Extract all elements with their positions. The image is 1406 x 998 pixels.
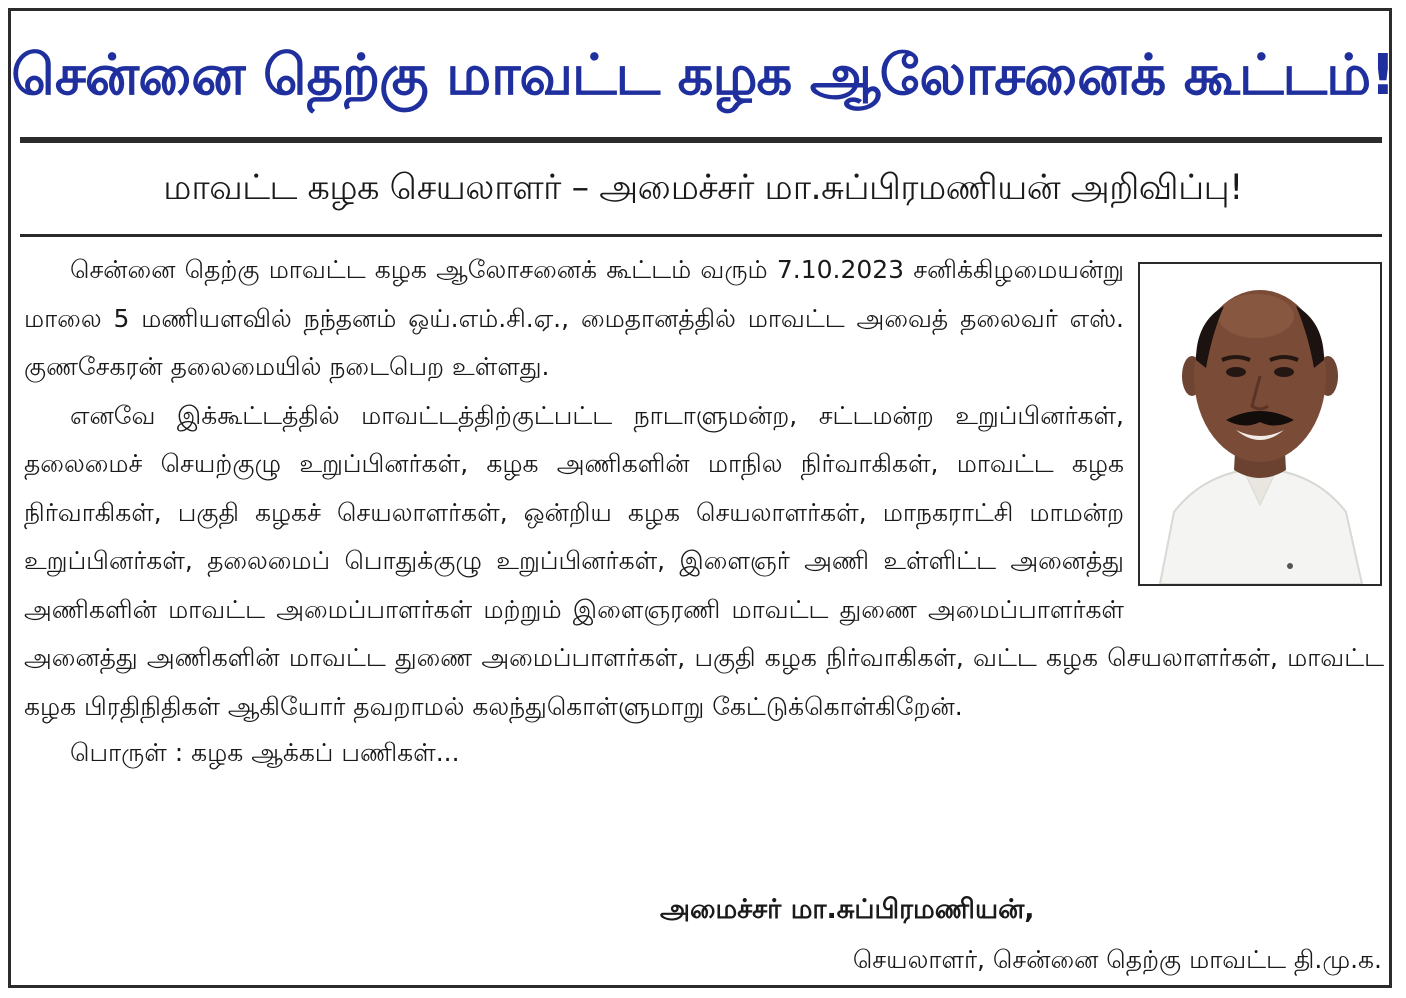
subheadline: மாவட்ட கழக செயலாளர் – அமைச்சர் மா.சுப்பிரமணியன் அறிவிப்பு!: [163, 168, 1243, 208]
subheadline-divider: [20, 234, 1382, 237]
signature-name: அமைச்சர் மா.சுப்பிரமணியன்,: [660, 894, 1035, 925]
headline-divider: [20, 137, 1382, 143]
paragraph-meeting-details: சென்னை தெற்கு மாவட்ட கழக ஆலோசனைக் கூட்டம் வரும் 7.10.2023 சனிக்கிழமையன்று மாலை 5 மணியளவில் நந்தனம் ஒய்.எம்.சி.ஏ., மைதானத்தில் மாவட்ட அவைத் தலைவர் எஸ். குணசேகரன் தலைமையில் நடைபெற உள்ளது.: [24, 255, 1124, 381]
portrait-photo: [1138, 262, 1382, 586]
paragraph-invitees: எனவே இக்கூட்டத்தில் மாவட்டத்திற்குட்பட்ட நாடாளுமன்ற, சட்டமன்ற உறுப்பினர்கள், தலைமைச் செயற்குழு உறுப்பினர்கள், கழக அணிகளின் மாநில நிர்வாகிகள், மாவட்ட கழக நிர்வாகிகள், பகுதி கழகச் செயலாளர்கள், ஒன்றிய கழக செயலாளர்கள், மாநகராட்சி மாமன்ற உறுப்பினர்கள், தலைமைப் பொதுக்குழு உறுப்பினர்கள், இளைஞர் அணி உள்ளிட்ட அனைத்து அணிகளின் மாவட்ட அமைப்பாளர்கள் மற்றும் இளைஞரணி மாவட்ட துணை அமைப்பாளர்கள் அனைத்து அணிகளின் மாவட்ட துணை அமைப்பாளர்கள், பகுதி கழக நிர்வாகிகள், வட்ட கழக செயலாளர்கள், மாவட்ட கழக பிரதிநிதிகள் ஆகியோர் தவறாமல் கலந்துகொள்ளுமாறு கேட்டுக்கொள்கிறேன்.: [24, 400, 1384, 721]
subject-line: பொருள் : கழக ஆக்கப் பணிகள்...: [70, 738, 460, 767]
article-body: [24, 246, 1384, 775]
headline: சென்னை தெற்கு மாவட்ட கழக ஆலோசனைக் கூட்டம்!: [11, 43, 1395, 108]
signature-title: செயலாளர், சென்னை தெற்கு மாவட்ட தி.மு.க.: [852, 945, 1382, 974]
portrait-illustration: [1140, 264, 1380, 584]
